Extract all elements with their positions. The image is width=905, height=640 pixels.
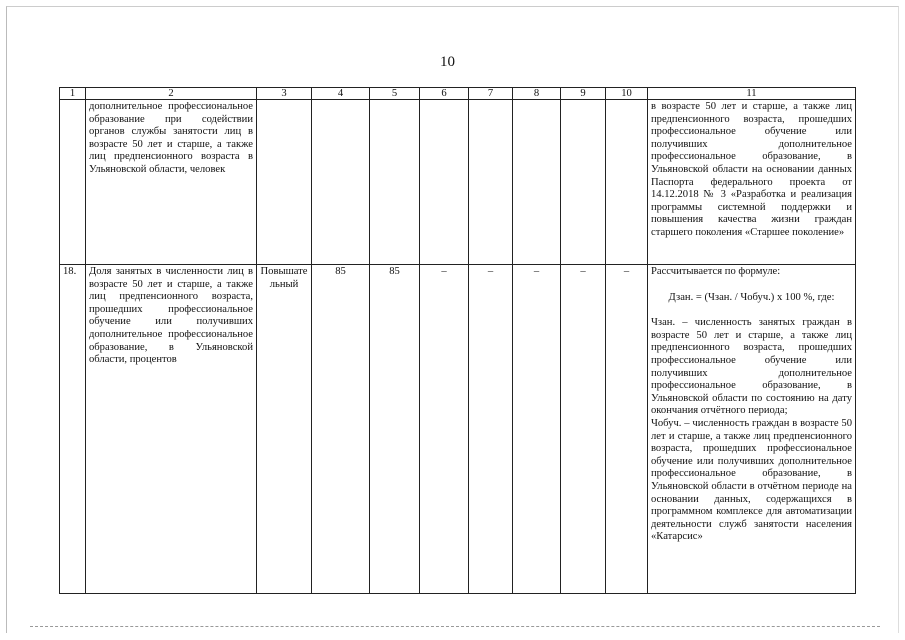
formula: Дзан. = (Чзан. / Чобуч.) х 100 %, где: <box>668 291 835 303</box>
indicators-table <box>59 87 856 594</box>
value-cell <box>312 100 370 265</box>
page-number: 10 <box>440 54 455 70</box>
value-cell: – <box>561 265 606 594</box>
method-cell: в возрасте 50 лет и старше, а также лиц предпенсионного возраста, прошедших профессиональное обучение или получивших дополнительное профессиональное образование, в Ульяновской области на основании данных Паспорта федерального проекта от 14.12.2018 № 3 «Разработка и реализация программы системной поддержки и повышения качества жизни граждан старшего поколения «Старшее поколение» <box>648 100 856 265</box>
value-cell <box>513 100 561 265</box>
method-cell <box>648 265 856 594</box>
column-header: 1 <box>60 88 86 100</box>
definition-obuch: Чобуч. – численность граждан в возрасте 50 лет и старше, а также лиц предпенсионного возраста, прошедших профессиональное обучение или получивших дополнительное профессиональное образование, в Ульяновской области в отчётном периоде на основании данных, содержащихся в программном комплексе для автоматизации деятельности служб занятости населения «Катарсис» <box>651 417 852 543</box>
column-header: 4 <box>312 88 370 100</box>
method-intro: Рассчитывается по формуле: <box>651 266 781 277</box>
value-cell <box>561 100 606 265</box>
column-header: 5 <box>370 88 420 100</box>
value-cell <box>420 100 469 265</box>
value-cell <box>606 100 648 265</box>
column-header: 6 <box>420 88 469 100</box>
column-number-row <box>60 88 856 100</box>
scan-edge <box>30 626 880 627</box>
indicator-name-cell: дополнительное профессиональное образование при содействии органов службы занятости лиц в возрасте 50 лет и старше, а также лиц предпенсионного возраста в Ульяновской области, человек <box>86 100 257 265</box>
table-row <box>60 100 856 265</box>
column-header: 7 <box>469 88 513 100</box>
indicator-type-cell <box>257 100 312 265</box>
value-cell: 85 <box>370 265 420 594</box>
table-row <box>60 265 856 594</box>
row-number-cell: 18. <box>60 265 86 594</box>
value-cell: – <box>469 265 513 594</box>
value-cell: – <box>513 265 561 594</box>
value-cell <box>370 100 420 265</box>
row-number-cell <box>60 100 86 265</box>
indicator-type-cell: Повышательный <box>257 265 312 594</box>
column-header: 2 <box>86 88 257 100</box>
value-cell: 85 <box>312 265 370 594</box>
column-header: 10 <box>606 88 648 100</box>
value-cell: – <box>420 265 469 594</box>
column-header: 9 <box>561 88 606 100</box>
indicator-name-cell: Доля занятых в численности лиц в возрасте 50 лет и старше, а также лиц предпенсионного возраста, прошедших профессиональное обучение или получивших дополнительное профессиональное образование, в Ульяновской области, процентов <box>86 265 257 594</box>
value-cell: – <box>606 265 648 594</box>
definition-zan: Чзан. – численность занятых граждан в возрасте 50 лет и старше, а также лиц предпенсионного возраста, прошедших профессиональное обучение или получивших дополнительное профессиональное образование, в Ульяновской области по состоянию на дату окончания отчётного периода; <box>651 317 852 417</box>
column-header: 11 <box>648 88 856 100</box>
column-header: 8 <box>513 88 561 100</box>
value-cell <box>469 100 513 265</box>
column-header: 3 <box>257 88 312 100</box>
